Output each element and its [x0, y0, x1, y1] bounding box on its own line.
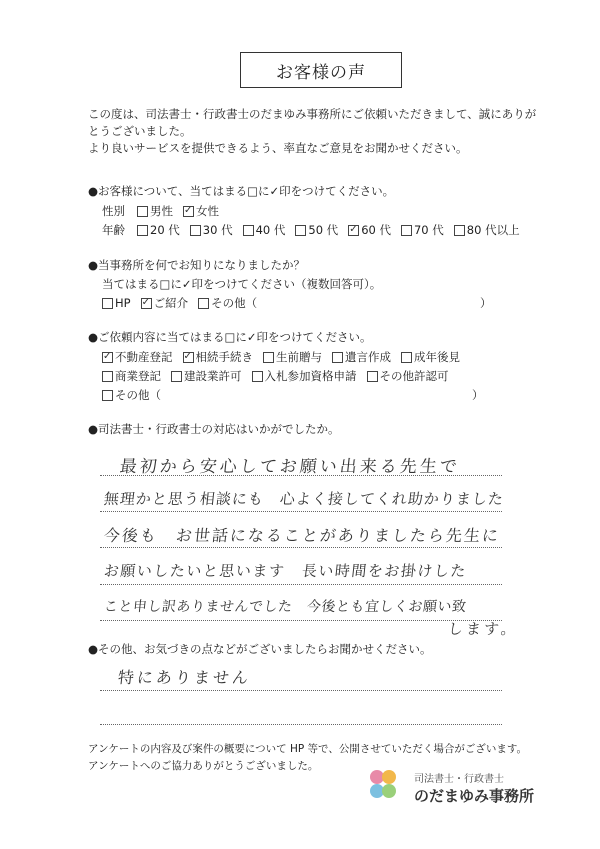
service-option-label: 相続手続き: [195, 350, 253, 364]
age-option[interactable]: [243, 222, 286, 238]
answer-rule: [100, 690, 502, 691]
checked-checkbox[interactable]: [348, 225, 359, 236]
q3-row-2: [102, 368, 459, 385]
footer-line: アンケートへのご協力ありがとうございました。: [88, 760, 319, 772]
checked-checkbox[interactable]: [183, 206, 194, 217]
source-option-label: HP: [115, 296, 131, 310]
service-option-label: 成年後見: [414, 350, 460, 364]
q2-options-row: [102, 295, 267, 312]
handwritten-answer-line: 最初から安心してお願い出来る先生で: [118, 457, 461, 477]
checkbox[interactable]: [401, 225, 412, 236]
service-option-label: 生前贈与: [276, 350, 322, 364]
checkbox[interactable]: [332, 352, 343, 363]
answer-rule: [100, 547, 502, 548]
handwritten-answer: 特にありません: [116, 668, 252, 687]
service-option[interactable]: [102, 368, 161, 384]
source-option-label: ご紹介: [153, 296, 189, 310]
age-option-label: 30 代: [202, 223, 233, 237]
q3-close-paren: ）: [472, 388, 484, 402]
answer-rule: [100, 584, 502, 585]
age-option[interactable]: [348, 222, 391, 238]
checkbox[interactable]: [295, 225, 306, 236]
checkbox[interactable]: [190, 225, 201, 236]
office-logo: [370, 770, 534, 806]
source-option-label: その他（: [211, 296, 258, 310]
age-option-label: 40 代: [255, 223, 286, 237]
logo-mark-icon: [370, 770, 406, 806]
service-option-label: 入札参加資格申請: [264, 369, 357, 383]
age-option-label: 70 代: [413, 223, 444, 237]
q2-sub: 当てはまる□に✓印をつけてください（複数回答可）。: [102, 277, 382, 291]
service-option[interactable]: [332, 349, 391, 365]
age-option[interactable]: [190, 222, 233, 238]
service-option[interactable]: [252, 368, 357, 384]
q2-question: ●当事務所を何でお知りになりましたか？: [88, 258, 306, 272]
checkbox[interactable]: [401, 352, 412, 363]
checkbox[interactable]: [137, 206, 148, 217]
age-option-label: 60 代: [361, 223, 391, 237]
service-option-label: その他許認可: [379, 369, 449, 383]
service-option[interactable]: [367, 368, 449, 384]
q2-close-paren: ）: [480, 296, 492, 310]
age-option-label: 50 代: [308, 223, 339, 237]
gender-option-label: 男性: [150, 204, 173, 218]
source-option[interactable]: [102, 296, 131, 310]
age-option[interactable]: [454, 222, 520, 238]
intro-line: より良いサービスを提供できるよう、率直なご意見をお聞かせください。: [88, 141, 468, 155]
age-option[interactable]: [295, 222, 338, 238]
q3-row-3: [102, 387, 171, 404]
q5-question: ●その他、お気づきの点などがございましたらお聞かせください。: [88, 642, 432, 656]
answer-rule: [100, 620, 502, 621]
logo-name: のだまゆみ事務所: [414, 787, 535, 805]
checked-checkbox[interactable]: [102, 352, 113, 363]
age-label: 年齢: [102, 223, 125, 237]
checked-checkbox[interactable]: [141, 298, 152, 309]
q3-row-1: [102, 349, 470, 366]
source-option[interactable]: [198, 295, 257, 311]
intro-line: とうございました。: [88, 124, 192, 138]
gender-row: [102, 203, 229, 220]
service-option-label: その他（: [115, 388, 161, 402]
gender-option[interactable]: [183, 203, 219, 219]
checkbox[interactable]: [102, 298, 113, 309]
age-option-label: 20 代: [150, 223, 180, 237]
service-option-label: 遺言作成: [345, 350, 391, 364]
checkbox[interactable]: [198, 298, 209, 309]
checked-checkbox[interactable]: [183, 352, 194, 363]
gender-label: 性別: [102, 204, 125, 218]
checkbox[interactable]: [367, 371, 378, 382]
service-option[interactable]: [263, 349, 322, 365]
service-option-label: 商業登記: [115, 369, 161, 383]
checkbox[interactable]: [252, 371, 263, 382]
checkbox[interactable]: [454, 225, 465, 236]
service-option[interactable]: [171, 368, 242, 384]
checkbox[interactable]: [263, 352, 274, 363]
answer-rule: [100, 724, 502, 725]
intro-line: この度は、司法書士・行政書士のだまゆみ事務所にご依頼いただきまして、誠にありが: [88, 107, 537, 121]
gender-option-label: 女性: [196, 204, 219, 218]
checkbox[interactable]: [137, 225, 148, 236]
handwritten-answer-line: します。: [447, 620, 520, 638]
checkbox[interactable]: [102, 371, 113, 382]
footer-line: アンケートの内容及び案件の概要について HP 等で、公開させていただく場合がございます。: [88, 743, 528, 755]
service-option-label: 不動産登記: [115, 350, 173, 364]
checkbox[interactable]: [243, 225, 254, 236]
handwritten-answer-line: お願いしたいと思います 長い時間をお掛けした: [103, 562, 468, 580]
service-option[interactable]: [102, 387, 161, 403]
handwritten-answer-line: こと申し訳ありませんでした 今後とも宜しくお願い致: [103, 599, 468, 615]
answer-rule: [100, 511, 502, 512]
checkbox[interactable]: [171, 371, 182, 382]
gender-option[interactable]: [137, 203, 173, 219]
service-option[interactable]: [401, 349, 460, 365]
source-option[interactable]: [141, 295, 189, 311]
q4-question: ●司法書士・行政書士の対応はいかがでしたか。: [88, 422, 340, 436]
age-option[interactable]: [401, 222, 444, 238]
age-option-label: 80 代以上: [466, 223, 520, 237]
q1-question: ●お客様について、当てはまる□に✓印をつけてください。: [88, 184, 395, 198]
age-row: [102, 222, 530, 239]
handwritten-answer-line: 今後も お世話になることがありましたら先生に: [102, 526, 501, 545]
survey-title: お客様の声: [240, 52, 402, 88]
intro-text: [88, 106, 537, 157]
logo-subtitle: 司法書士・行政書士: [414, 774, 504, 785]
service-option-label: 建設業許可: [184, 369, 242, 383]
handwritten-answer-line: 無理かと思う相談にも 心よく接してくれ助かりました: [103, 490, 505, 508]
checkbox[interactable]: [102, 390, 113, 401]
q3-question: ●ご依頼内容に当てはまる□に✓印をつけてください。: [88, 330, 372, 344]
service-option[interactable]: [102, 349, 173, 365]
age-option[interactable]: [137, 222, 180, 238]
service-option[interactable]: [183, 349, 254, 365]
